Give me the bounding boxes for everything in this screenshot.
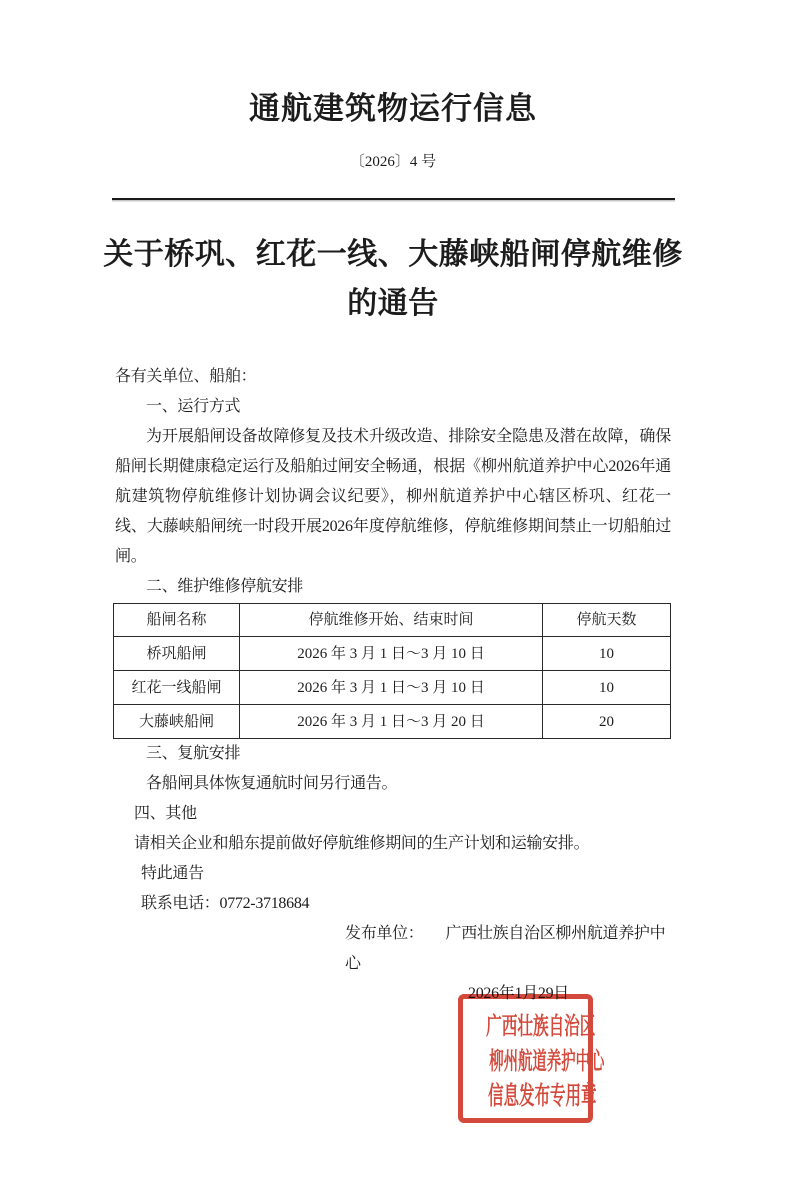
table-cell-lock-name: 桥巩船闸 — [114, 637, 240, 671]
table-row — [114, 671, 671, 705]
stamp-text-line3: 信息发布专用章 — [487, 1082, 597, 1110]
publish-date: 2026年1月29日 — [468, 985, 570, 1002]
table-cell-days: 20 — [542, 705, 670, 739]
table-header-days: 停航天数 — [542, 604, 670, 637]
header-divider-line — [112, 198, 675, 200]
table-cell-days: 10 — [542, 637, 670, 671]
publisher-line — [115, 919, 671, 979]
section2-heading: 二、维护维修停航安排 — [146, 578, 304, 595]
greeting-line: 各有关单位、船舶： — [115, 368, 257, 385]
maintenance-schedule-table — [113, 603, 671, 739]
notice-title-line1: 关于桥巩、红花一线、大藤峡船闸停航维修 — [103, 238, 683, 271]
section3-heading: 三、复航安排 — [146, 745, 241, 762]
table-cell-time: 2026 年 3 月 1 日～3 月 10 日 — [240, 671, 543, 705]
table-row — [114, 705, 671, 739]
table-cell-lock-name: 大藤峡船闸 — [114, 705, 240, 739]
section1-paragraph: 为开展船闸设备故障修复及技术升级改造、排除安全隐患及潜在故障，确保船闸长期健康稳定运行及船舶过闸安全畅通，根据《柳州航道养护中心2026年通航建筑物停航维修计划协调会议纪要》，柳州航道养护中心辖区桥巩、红花一线、大藤峡船闸统一时段开展2026年度停航维修，停航维修期间禁止一切船舶过闸。 — [115, 428, 671, 565]
table-cell-time: 2026 年 3 月 1 日～3 月 20 日 — [240, 705, 543, 739]
notice-title-line2: 的通告 — [347, 287, 439, 320]
table-cell-lock-name: 红花一线船闸 — [114, 671, 240, 705]
table-header-time: 停航维修开始、结束时间 — [240, 604, 543, 637]
official-seal-stamp — [458, 994, 605, 1123]
publisher-name: 广西壮族自治区柳州航道养护中心 — [345, 925, 666, 972]
section3-paragraph: 各船闸具体恢复通航时间另行通告。 — [146, 775, 398, 792]
section4-paragraph: 请相关企业和船东提前做好停航维修期间的生产计划和运输安排。 — [134, 835, 590, 852]
table-header-lock-name: 船闸名称 — [114, 604, 240, 637]
publisher-label: 发布单位： — [345, 925, 424, 942]
contact-phone-line: 联系电话：0772-3718684 — [141, 895, 310, 912]
stamp-text-line1: 广西壮族自治区 — [486, 1013, 596, 1040]
table-cell-days: 10 — [542, 671, 670, 705]
closing-line: 特此通告 — [141, 865, 204, 882]
table-row — [114, 637, 671, 671]
document-header-title: 通航建筑物运行信息 — [249, 91, 537, 126]
notice-title — [0, 230, 786, 328]
notice-body — [115, 362, 671, 1009]
section1-heading: 一、运行方式 — [146, 398, 241, 415]
document-number: 〔2026〕4 号 — [349, 154, 437, 170]
stamp-text-line2: 柳州航道养护中心 — [489, 1048, 605, 1075]
table-header-row — [114, 604, 671, 637]
document-page — [0, 88, 786, 1204]
table-cell-time: 2026 年 3 月 1 日～3 月 10 日 — [240, 637, 543, 671]
section4-heading: 四、其他 — [134, 805, 197, 822]
